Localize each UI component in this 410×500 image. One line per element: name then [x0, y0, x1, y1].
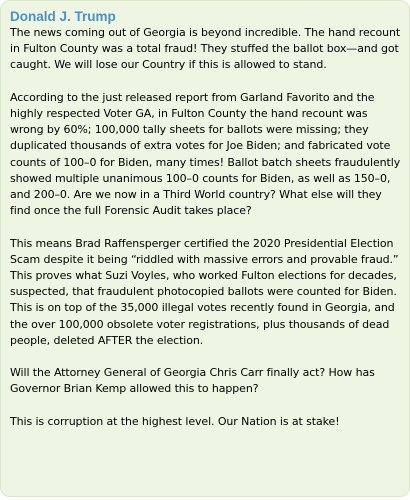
message-paragraph-1: The news coming out of Georgia is beyond incredible. The hand recount in Fulton County was a total fraud! They stuffed the ballot box—and got caught. We will lose our Country if this is allowed to stand.	[10, 26, 401, 72]
message-paragraph-3: This means Brad Raffensperger certified the 2020 Presidential Election Scam despite it being “riddled with massive errors and provable fraud.” This proves what Suzi Voyles, who worked Fulton elections for decades, suspected, that fraudulent photocopied ballots were counted for Biden. This is on top of the 35,000 illegal votes recently found in Georgia, and the over 100,000 obsolete voter registrations, plus thousands of dead people, deleted AFTER the election.	[10, 236, 399, 347]
message-paragraph-2: According to the just released report from Garland Favorito and the highly respected Voter GA, in Fulton County the hand recount was wrong by 60%; 100,000 tally sheets for ballots were missing; they duplicated thousands of extra votes for Joe Biden; and fabricated vote counts of 100–0 for Biden, many times! Ballot batch sheets fraudulently showed multiple unanimous 100–0 counts for Biden, as well as 150–0, and 200–0. Are we now in a Third World country? What else will they find once the full Forensic Audit takes place?	[10, 90, 401, 218]
message-paragraph-4: Will the Attorney General of Georgia Chris Carr finally act? How has Governor Brian Kemp allowed this to happen?	[10, 366, 375, 396]
message-paragraph-5: This is corruption at the highest level. Our Nation is at stake!	[10, 414, 340, 428]
message-text	[10, 25, 403, 430]
sender-name[interactable]: Donald J. Trump	[10, 9, 116, 24]
